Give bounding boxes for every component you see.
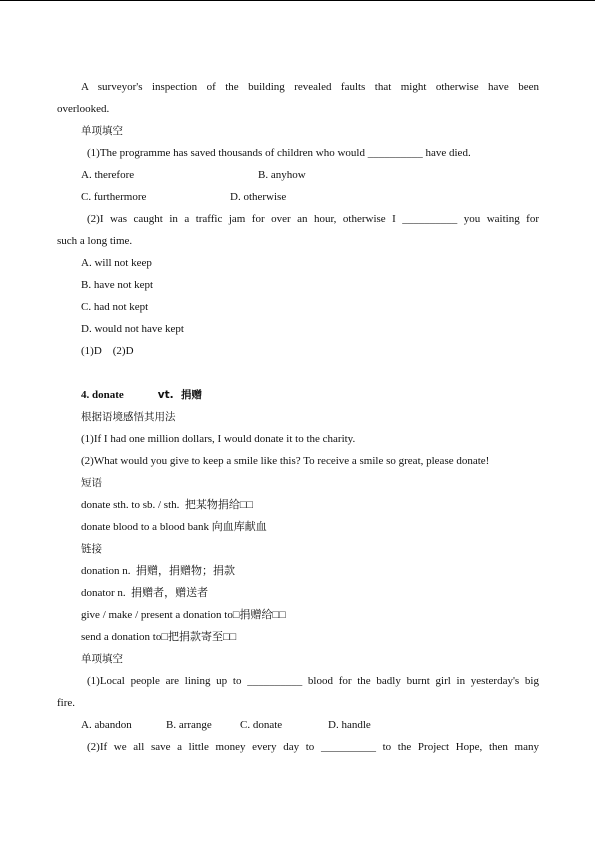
- exercise-question-1-line1: (1)Local people are lining up to __________ blood for the badly burnt girl in yesterday's big: [87, 675, 539, 687]
- spacer: [57, 362, 539, 384]
- question-1-options-row1: [57, 164, 539, 186]
- document-page: [57, 76, 539, 758]
- phrase-1: donate sth. to sb. / sth. 把某物捐给□□: [81, 499, 254, 511]
- question-2-option-a: A. will not keep: [81, 257, 152, 269]
- section-heading-choice: 单项填空: [81, 125, 123, 137]
- question-2-line2: such a long time.: [57, 235, 133, 247]
- answer-key: (1)D (2)D: [81, 345, 134, 357]
- intro-sentence-line1: A surveyor's inspection of the building revealed faults that might otherwise have been: [81, 81, 539, 93]
- phrase-2: donate blood to a blood bank 向血库献血: [81, 521, 267, 533]
- exercise-heading: 单项填空: [81, 653, 123, 665]
- example-2: (2)What would you give to keep a smile like this? To receive a smile so great, please donate!: [81, 455, 490, 467]
- link-1: donation n. 捐赠，捐赠物；捐款: [81, 565, 235, 577]
- option-a: A. therefore: [81, 169, 135, 181]
- exercise-option-c: C. donate: [240, 719, 283, 731]
- link-4: send a donation to□把捐款寄至□□: [81, 631, 237, 643]
- exercise-option-b: B. arrange: [166, 719, 212, 731]
- exercise-question-2-line1: (2)If we all save a little money every day to __________ to the Project Hope, then many: [87, 741, 539, 753]
- exercise-question-1-options: [57, 714, 539, 736]
- question-1-options-row2: [57, 186, 539, 208]
- entry-word: 4. donate: [81, 389, 124, 401]
- context-heading: 根据语境感悟其用法: [81, 411, 176, 423]
- question-2-option-d: D. would not have kept: [81, 323, 184, 335]
- example-1: (1)If I had one million dollars, I would donate it to the charity.: [81, 433, 356, 445]
- option-b: B. anyhow: [258, 169, 306, 181]
- link-2: donator n. 捐赠者，赠送者: [81, 587, 209, 599]
- entry-part-of-speech: vt. 捐赠: [157, 389, 202, 401]
- exercise-option-d: D. handle: [328, 719, 371, 731]
- exercise-question-1-line2: fire.: [57, 697, 76, 709]
- option-d: D. otherwise: [230, 191, 287, 203]
- question-2-option-b: B. have not kept: [81, 279, 154, 291]
- link-3: give / make / present a donation to□捐赠给□□: [81, 609, 286, 621]
- question-2-line1: (2)I was caught in a traffic jam for over an hour, otherwise I __________ you waiting for: [87, 213, 539, 225]
- question-1: (1)The programme has saved thousands of children who would __________ have died.: [87, 147, 471, 159]
- entry-title: [57, 384, 539, 406]
- links-heading: 链接: [81, 543, 102, 555]
- intro-sentence-line2: overlooked.: [57, 103, 110, 115]
- phrases-heading: 短语: [81, 477, 102, 489]
- exercise-option-a: A. abandon: [81, 719, 132, 731]
- question-2-option-c: C. had not kept: [81, 301, 149, 313]
- top-rule: [0, 0, 595, 1]
- option-c: C. furthermore: [81, 191, 147, 203]
